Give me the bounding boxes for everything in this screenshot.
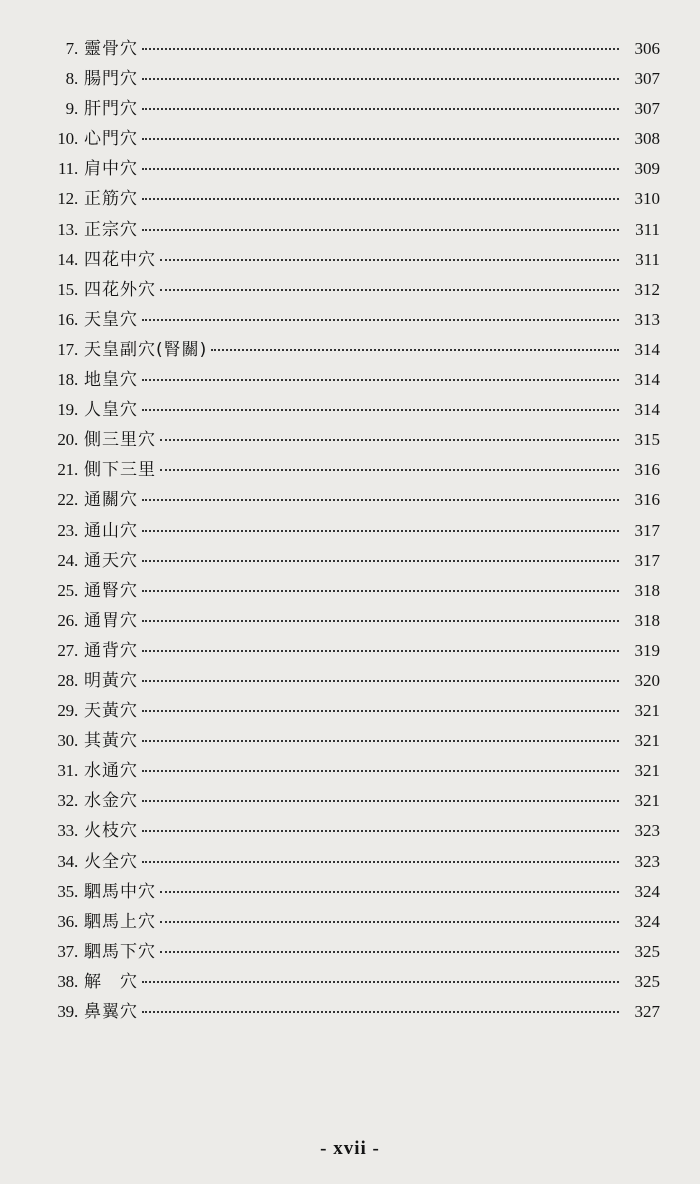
dot-leader [142, 710, 619, 712]
dot-leader [142, 650, 619, 652]
entry-title: 其黃穴 [84, 731, 138, 752]
entry-title: 天黃穴 [84, 701, 138, 722]
toc-entry [28, 425, 660, 455]
dot-leader [142, 1011, 619, 1013]
entry-title: 火全穴 [84, 851, 138, 872]
toc-entry [28, 215, 660, 245]
entry-page-number: 314 [634, 370, 660, 390]
entry-number: 35. [57, 881, 78, 901]
dot-leader [142, 740, 619, 742]
entry-number: 38. [57, 971, 78, 991]
entry-title: 水金穴 [84, 791, 138, 812]
toc-entry [28, 516, 660, 546]
dot-leader [142, 108, 619, 110]
entry-page-number: 308 [634, 129, 660, 149]
entry-number: 39. [57, 1002, 78, 1021]
entry-title: 人皇穴 [84, 400, 138, 421]
entry-page-number: 317 [634, 520, 660, 540]
dot-leader [142, 981, 619, 983]
entry-page-number: 310 [634, 189, 660, 209]
entry-title: 駟馬下穴 [84, 941, 156, 962]
entry-page-number: 318 [634, 580, 660, 600]
entry-number: 14. [57, 249, 78, 269]
entry-page-number: 321 [634, 761, 660, 781]
entry-number: 8. [65, 69, 78, 89]
dot-leader [160, 951, 619, 953]
entry-page-number: 311 [635, 219, 660, 239]
dot-leader [142, 830, 619, 832]
toc-entry [28, 636, 660, 666]
entry-number: 21. [57, 460, 78, 480]
entry-number: 12. [57, 189, 78, 209]
entry-number: 7. [65, 39, 78, 58]
entry-page-number: 316 [634, 490, 660, 510]
entry-page-number: 307 [634, 99, 660, 119]
entry-number: 22. [57, 490, 78, 510]
entry-page-number: 314 [634, 339, 660, 359]
entry-title: 腸門穴 [84, 69, 138, 90]
entry-number: 23. [57, 520, 78, 540]
entry-number: 26. [57, 610, 78, 630]
entry-number: 25. [57, 580, 78, 600]
toc-entry [28, 184, 660, 214]
entry-title: 解 穴 [84, 971, 138, 992]
dot-leader [142, 530, 619, 532]
toc-entry [28, 395, 660, 425]
toc-entry [28, 64, 660, 94]
dot-leader [160, 259, 619, 261]
entry-title: 通背穴 [84, 640, 138, 661]
entry-page-number: 318 [634, 610, 660, 630]
toc-entry [28, 365, 660, 395]
entry-page-number: 312 [634, 279, 660, 299]
toc-entry [28, 666, 660, 696]
entry-page-number: 325 [634, 971, 660, 991]
dot-leader [160, 921, 619, 923]
entry-page-number: 307 [634, 69, 660, 89]
toc-entry [28, 124, 660, 154]
dot-leader [142, 48, 619, 50]
entry-number: 34. [57, 851, 78, 871]
entry-page-number: 327 [634, 1002, 660, 1021]
toc-entry [28, 967, 660, 997]
entry-title: 正宗穴 [84, 219, 138, 240]
entry-page-number: 321 [634, 701, 660, 721]
entry-page-number: 319 [634, 640, 660, 660]
entry-page-number: 316 [634, 460, 660, 480]
toc-entry [28, 696, 660, 726]
entry-page-number: 325 [634, 941, 660, 961]
dot-leader [142, 620, 619, 622]
entry-title: 通山穴 [84, 520, 138, 541]
toc-entry [28, 546, 660, 576]
entry-number: 33. [57, 821, 78, 841]
entry-number: 15. [57, 279, 78, 299]
entry-title: 四花外穴 [84, 279, 156, 300]
entry-number: 17. [57, 339, 78, 359]
entry-number: 20. [57, 430, 78, 450]
entry-number: 18. [57, 370, 78, 390]
entry-number: 36. [57, 911, 78, 931]
entry-page-number: 315 [634, 430, 660, 450]
toc-entry [28, 786, 660, 816]
dot-leader [142, 770, 619, 772]
entry-title: 肩中穴 [84, 159, 138, 180]
dot-leader [142, 78, 619, 80]
toc-entry [28, 726, 660, 756]
entry-page-number: 320 [634, 670, 660, 690]
entry-title: 駟馬中穴 [84, 881, 156, 902]
toc-entry [28, 455, 660, 485]
entry-page-number: 321 [634, 731, 660, 751]
entry-number: 11. [57, 159, 78, 179]
toc-entry [28, 997, 660, 1027]
dot-leader [142, 229, 619, 231]
entry-title: 正筋穴 [84, 189, 138, 210]
entry-number: 24. [57, 550, 78, 570]
toc-entry [28, 335, 660, 365]
entry-page-number: 317 [634, 550, 660, 570]
entry-title: 通胃穴 [84, 610, 138, 631]
entry-title: 通關穴 [84, 490, 138, 511]
entry-title: 通天穴 [84, 550, 138, 571]
entry-title: 肝門穴 [84, 99, 138, 120]
entry-title: 火枝穴 [84, 821, 138, 842]
entry-number: 16. [57, 309, 78, 329]
entry-title: 水通穴 [84, 761, 138, 782]
entry-title: 天皇副穴(腎關) [84, 339, 208, 360]
toc-entry [28, 94, 660, 124]
entry-title: 靈骨穴 [84, 39, 138, 59]
entry-number: 29. [57, 701, 78, 721]
toc-entry [28, 847, 660, 877]
entry-number: 9. [65, 99, 78, 119]
entry-number: 32. [57, 791, 78, 811]
entry-number: 19. [57, 400, 78, 420]
toc-entry [28, 816, 660, 846]
entry-page-number: 323 [634, 821, 660, 841]
entry-page-number: 314 [634, 400, 660, 420]
entry-number: 31. [57, 761, 78, 781]
entry-number: 10. [57, 129, 78, 149]
dot-leader [142, 560, 619, 562]
entry-page-number: 306 [634, 39, 660, 58]
dot-leader [142, 861, 619, 863]
entry-title: 側下三里 [84, 460, 156, 481]
toc-entry [28, 756, 660, 786]
toc-entry [28, 877, 660, 907]
toc-entry [28, 275, 660, 305]
toc-entry [28, 606, 660, 636]
entry-title: 明黃穴 [84, 670, 138, 691]
entry-number: 30. [57, 731, 78, 751]
dot-leader [142, 319, 619, 321]
toc-entry [28, 576, 660, 606]
entry-title: 側三里穴 [84, 430, 156, 451]
dot-leader [142, 138, 619, 140]
toc-entry [28, 34, 660, 64]
entry-title: 四花中穴 [84, 249, 156, 270]
dot-leader [160, 289, 619, 291]
toc-entry [28, 305, 660, 335]
dot-leader [142, 590, 619, 592]
entry-page-number: 313 [634, 309, 660, 329]
entry-page-number: 321 [634, 791, 660, 811]
dot-leader [142, 198, 619, 200]
dot-leader [142, 800, 619, 802]
entry-title: 天皇穴 [84, 309, 138, 330]
dot-leader [142, 168, 619, 170]
toc-entry [28, 907, 660, 937]
entry-title: 鼻翼穴 [84, 1002, 138, 1022]
entry-number: 28. [57, 670, 78, 690]
entry-title: 駟馬上穴 [84, 911, 156, 932]
dot-leader [142, 379, 619, 381]
entry-number: 13. [57, 219, 78, 239]
dot-leader [211, 349, 619, 351]
table-of-contents [28, 34, 660, 1027]
entry-page-number: 324 [634, 881, 660, 901]
entry-page-number: 309 [634, 159, 660, 179]
page-number-footer: - xvii - [320, 1138, 380, 1159]
entry-page-number: 323 [634, 851, 660, 871]
toc-entry [28, 245, 660, 275]
dot-leader [160, 439, 619, 441]
dot-leader [142, 680, 619, 682]
dot-leader [142, 409, 619, 411]
entry-title: 地皇穴 [84, 370, 138, 391]
entry-page-number: 311 [635, 249, 660, 269]
entry-title: 心門穴 [84, 129, 138, 150]
toc-entry [28, 154, 660, 184]
toc-entry [28, 485, 660, 515]
entry-title: 通腎穴 [84, 580, 138, 601]
toc-entry [28, 937, 660, 967]
entry-page-number: 324 [634, 911, 660, 931]
entry-number: 27. [57, 640, 78, 660]
entry-number: 37. [57, 941, 78, 961]
dot-leader [160, 469, 619, 471]
dot-leader [160, 891, 619, 893]
dot-leader [142, 499, 619, 501]
